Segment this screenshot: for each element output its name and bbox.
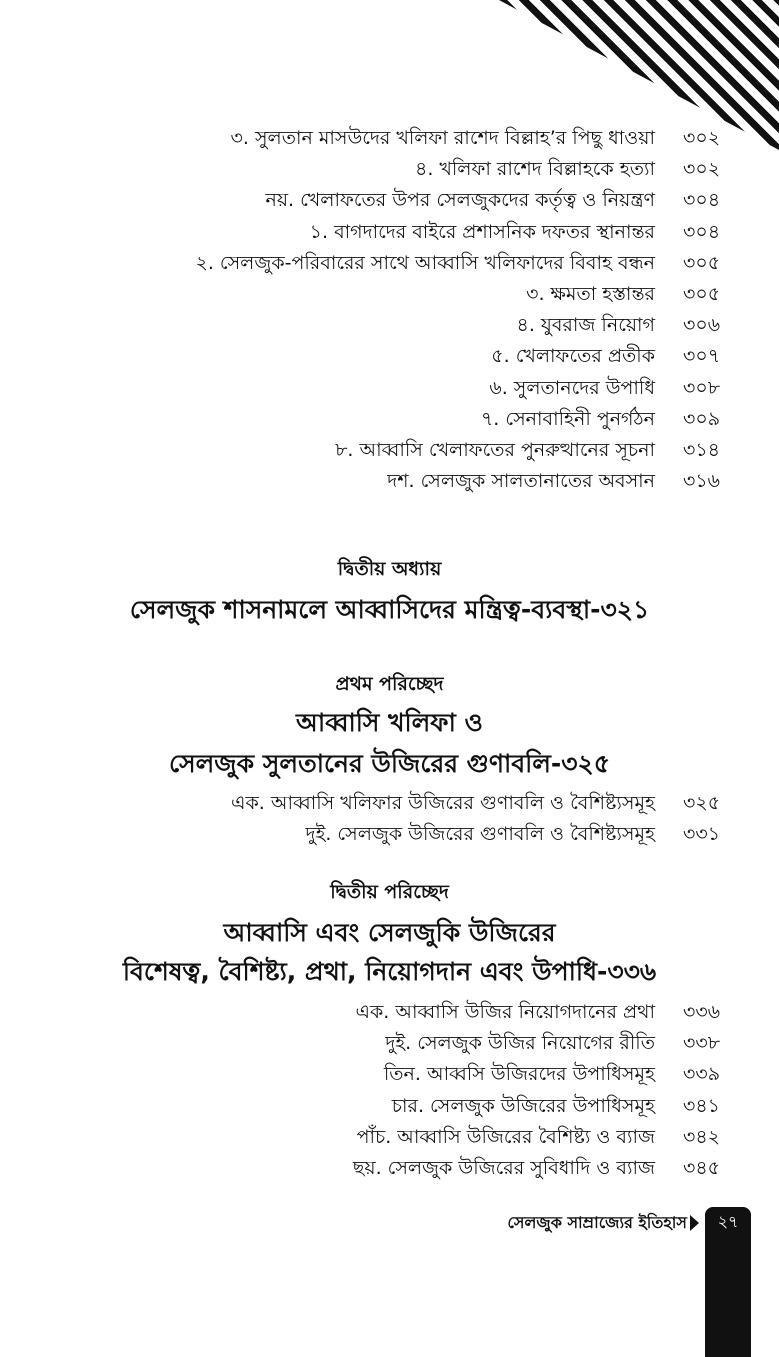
- toc-entry-title: ১. বাগদাদের বাইরে প্রশাসনিক দফতর স্থানান্তর: [309, 220, 655, 243]
- toc-entry-title: ৬. সুলতানদের উপাধি: [489, 376, 655, 399]
- toc-row: [0, 819, 779, 850]
- section-title-line1: আব্বাসি এবং সেলজুকি উজিরের: [223, 918, 556, 947]
- toc-entry-page: ৩০৮: [683, 376, 721, 399]
- section-title-line1: আব্বাসি খলিফা ও: [296, 708, 483, 737]
- toc-row: [0, 217, 779, 248]
- section-title-line2: বিশেষত্ব, বৈশিষ্ট্য, প্রথা, নিয়োগদান এবং উপাধি-৩৩৬: [122, 957, 657, 986]
- toc-entry-title: ৮. আব্বাসি খেলাফতের পুনরুত্থানের সূচনা: [335, 438, 655, 461]
- toc-row: [0, 435, 779, 466]
- toc-entry-title: ছয়. সেলজুক উজিরের সুবিধাদি ও ব্যাজ: [352, 1156, 655, 1179]
- toc-entry-page: ৩০৫: [683, 251, 721, 274]
- section-label: দ্বিতীয় পরিচ্ছেদ: [330, 881, 449, 903]
- toc-row: [0, 1028, 779, 1059]
- toc-entry-page: ৩৪৫: [683, 1156, 721, 1179]
- toc-entry-title: পাঁচ. আব্বাসি উজিরের বৈশিষ্ট্য ও ব্যাজ: [356, 1125, 655, 1148]
- toc-entry-page: ৩০৪: [683, 220, 721, 243]
- toc-entry-page: ৩৩৯: [683, 1063, 721, 1086]
- toc-row: [0, 185, 779, 216]
- toc-row: [0, 123, 779, 154]
- toc-row: [0, 341, 779, 372]
- toc-entry-page: ৩৩১: [683, 823, 721, 846]
- toc-entry-title: ৩. ক্ষমতা হস্তান্তর: [526, 282, 655, 305]
- toc-entry-title: ৪. যুবরাজ নিয়োগ: [516, 314, 655, 337]
- toc-entry-title: নয়. খেলাফতের উপর সেলজুকদের কর্তৃত্ব ও নিয়ন্ত্রণ: [265, 189, 655, 212]
- toc-entry-title: এক. আব্বাসি খলিফার উজিরের গুণাবলি ও বৈশিষ্ট্যসমূহ: [231, 792, 655, 814]
- toc-row: [0, 788, 779, 819]
- toc-entry-page: ৩০৯: [683, 407, 721, 430]
- toc-entry-page: ৩০৬: [683, 314, 721, 337]
- toc-entry-page: ৩০৭: [683, 345, 721, 368]
- toc-entry-page: ৩০৪: [683, 189, 721, 212]
- toc-entry-page: ৩৩৬: [683, 1001, 721, 1023]
- toc-row: [0, 997, 779, 1028]
- toc-entry-title: এক. আব্বাসি উজির নিয়োগদানের প্রথা: [355, 1001, 655, 1023]
- toc-entry-page: ৩০২: [683, 158, 721, 181]
- toc-row: [0, 310, 779, 341]
- toc-row: [0, 466, 779, 497]
- toc-row: [0, 404, 779, 435]
- toc-row: [0, 1122, 779, 1153]
- toc-entry-page: ৩১৪: [683, 438, 721, 461]
- toc-entry-title: ৫. খেলাফতের প্রতীক: [491, 345, 655, 368]
- toc-row: [0, 373, 779, 404]
- toc-list-part3: [0, 997, 779, 1184]
- toc-row: [0, 1153, 779, 1184]
- chapter-title: সেলজুক শাসনামলে আব্বাসিদের মন্ত্রিত্ব-ব্যবস্থা-৩২১: [129, 595, 650, 624]
- toc-entry-page: ৩২৫: [683, 792, 721, 814]
- toc-entry-title: ৩. সুলতান মাসউদের খলিফা রাশেদ বিল্লাহ’র পিছু ধাওয়া: [230, 127, 655, 149]
- toc-entry-title: ৪. খলিফা রাশেদ বিল্লাহকে হত্যা: [414, 158, 655, 181]
- toc-entry-title: দশ. সেলজুক সালতানাতের অবসান: [387, 470, 655, 493]
- toc-row: [0, 154, 779, 185]
- toc-entry-page: ৩৪১: [683, 1094, 721, 1117]
- section-label: প্রথম পরিচ্ছেদ: [335, 673, 444, 695]
- chapter-label: দ্বিতীয় অধ্যায়: [337, 558, 442, 580]
- footer-book-title: সেলজুক সাম্রাজ্যের ইতিহাস: [507, 1213, 687, 1232]
- toc-entry-page: ৩০২: [683, 127, 721, 149]
- toc-entry-page: ৩৪২: [683, 1125, 721, 1148]
- toc-entry-page: ৩০৫: [683, 282, 721, 305]
- toc-row: [0, 279, 779, 310]
- toc-entry-title: ২. সেলজুক-পরিবারের সাথে আব্বাসি খলিফাদের বিবাহ বন্ধন: [195, 251, 655, 274]
- toc-row: [0, 1059, 779, 1090]
- toc-list-part1: [0, 123, 779, 497]
- toc-entry-page: ৩১৬: [683, 470, 721, 493]
- toc-entry-title: দুই. সেলজুক উজিরের গুণাবলি ও বৈশিষ্ট্যসমূহ: [305, 823, 655, 846]
- toc-entry-title: তিন. আব্বসি উজিরদের উপাধিসমূহ: [383, 1063, 655, 1086]
- toc-entry-title: দুই. সেলজুক উজির নিয়োগের রীতি: [385, 1032, 655, 1055]
- play-arrow-icon: [690, 1215, 699, 1231]
- page-number: ২৭: [717, 1212, 739, 1231]
- toc-entry-title: চার. সেলজুক উজিরের উপাধিসমূহ: [391, 1094, 655, 1117]
- toc-row: [0, 248, 779, 279]
- toc-list-part2: [0, 788, 779, 850]
- toc-entry-page: ৩৩৮: [683, 1032, 721, 1055]
- toc-entry-title: ৭. সেনাবাহিনী পুনর্গঠন: [480, 407, 655, 430]
- section-title-line2: সেলজুক সুলতানের উজিরের গুণাবলি-৩২৫: [168, 749, 610, 778]
- toc-row: [0, 1091, 779, 1122]
